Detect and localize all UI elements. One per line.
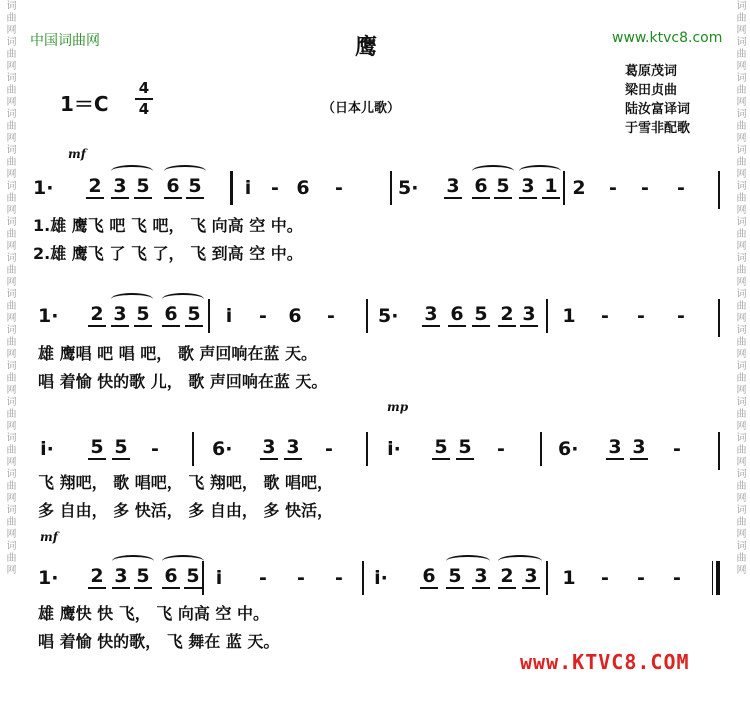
barline <box>366 299 368 333</box>
note: 2 <box>498 303 516 327</box>
note: 3 <box>519 175 537 199</box>
barline <box>546 561 548 595</box>
note: 5 <box>134 175 152 199</box>
note: i <box>225 305 233 327</box>
credit-composer: 梁田贞曲 <box>625 83 678 98</box>
watermark-url: www.KTVC8.COM <box>520 650 690 674</box>
barline <box>540 432 542 466</box>
note: 1· <box>38 567 59 589</box>
note: i <box>244 177 252 199</box>
note: 2 <box>572 177 586 199</box>
note: - <box>677 177 685 199</box>
note: - <box>259 567 267 589</box>
lyrics-verse-1: 1.雄 鹰飞 吧 飞 吧， 飞 向高 空 中。 <box>33 216 303 235</box>
final-barline-thick <box>716 561 720 595</box>
note: 6 <box>162 303 180 327</box>
barline <box>202 561 204 595</box>
note: - <box>151 438 159 460</box>
note: 5 <box>494 175 512 199</box>
note: 5 <box>134 565 152 589</box>
barline <box>192 432 194 466</box>
note: 3 <box>630 436 648 460</box>
note: 3 <box>520 303 538 327</box>
note: 1· <box>38 305 59 327</box>
lyrics-verse-2: 多 自由， 多 快活， 多 自由， 多 快活， <box>38 501 333 520</box>
slur <box>112 555 154 567</box>
song-title: 鹰 <box>355 34 378 60</box>
note: 1· <box>33 177 54 199</box>
barline <box>718 171 720 209</box>
note: 2 <box>88 303 106 327</box>
lyrics-verse-2: 2.雄 鹰飞 了 飞 了， 飞 到高 空 中。 <box>33 244 303 263</box>
note: 1 <box>562 567 576 589</box>
note: 3 <box>260 436 278 460</box>
note: 5 <box>446 565 464 589</box>
barline <box>546 299 548 333</box>
note: - <box>297 567 305 589</box>
note: 5 <box>88 436 106 460</box>
song-subtitle: （日本儿歌） <box>322 101 401 116</box>
barline <box>232 171 233 205</box>
final-barline-thin <box>712 561 713 595</box>
slur <box>164 165 206 177</box>
note: 3 <box>472 565 490 589</box>
note: 5 <box>134 303 152 327</box>
note: 5· <box>398 177 419 199</box>
note: 1 <box>542 175 560 199</box>
note: 2 <box>498 565 516 589</box>
note: - <box>259 305 267 327</box>
note: i <box>215 567 223 589</box>
note: - <box>497 438 505 460</box>
note: 6 <box>448 303 466 327</box>
note: 6 <box>162 565 180 589</box>
barline <box>718 432 720 470</box>
note: 5 <box>185 303 203 327</box>
note: - <box>677 305 685 327</box>
lyrics-verse-1: 飞 翔吧， 歌 唱吧， 飞 翔吧， 歌 唱吧， <box>38 473 333 492</box>
barline <box>563 171 565 205</box>
slur <box>162 293 204 305</box>
side-watermark-left: 词曲网词曲网词曲网词曲网词曲网词曲网词曲网词曲网词曲网词曲网词曲网词曲网词曲网词曲网词曲网词曲网 <box>4 0 15 576</box>
note: 3 <box>284 436 302 460</box>
lyrics-verse-1: 雄 鹰快 快 飞， 飞 向高 空 中。 <box>38 604 269 623</box>
note: - <box>335 177 343 199</box>
note: - <box>673 438 681 460</box>
note: 3 <box>111 303 129 327</box>
note: - <box>641 177 649 199</box>
note: i· <box>387 438 401 460</box>
note: - <box>609 177 617 199</box>
note: - <box>271 177 279 199</box>
note: 6 <box>164 175 182 199</box>
lyrics-verse-2: 唱 着愉 快的歌， 飞 舞在 蓝 天。 <box>38 632 280 651</box>
slur <box>111 293 153 305</box>
slur <box>472 165 514 177</box>
note: 3 <box>606 436 624 460</box>
slur <box>498 555 542 567</box>
note: - <box>327 305 335 327</box>
time-signature <box>135 80 153 118</box>
note: 2 <box>88 565 106 589</box>
note: 2 <box>86 175 104 199</box>
slur <box>111 165 153 177</box>
credits <box>625 62 690 138</box>
note: - <box>601 305 609 327</box>
credit-translator: 陆汝富译词 <box>625 102 691 117</box>
note: i· <box>40 438 54 460</box>
barline <box>366 432 368 466</box>
note: 6· <box>558 438 579 460</box>
barline <box>390 171 392 205</box>
dynamic-mark: mf <box>68 147 86 161</box>
note: 5 <box>456 436 474 460</box>
meter-bottom: 4 <box>138 100 150 118</box>
dynamic-mark: mf <box>40 530 58 544</box>
note: 6 <box>420 565 438 589</box>
note: 6 <box>296 177 310 199</box>
side-watermark-right: 词曲网词曲网词曲网词曲网词曲网词曲网词曲网词曲网词曲网词曲网词曲网词曲网词曲网词曲网词曲网词曲网 <box>734 0 745 576</box>
slur <box>162 555 204 567</box>
note: 3 <box>422 303 440 327</box>
site-url-right: www.ktvc8.com <box>612 30 723 46</box>
note: - <box>673 567 681 589</box>
note: - <box>325 438 333 460</box>
barline <box>208 299 210 333</box>
note: - <box>601 567 609 589</box>
credit-arranger: 于雪非配歌 <box>625 121 691 136</box>
lyrics-verse-1: 雄 鹰唱 吧 唱 吧， 歌 声回响在蓝 天。 <box>38 344 317 363</box>
barline <box>718 299 720 337</box>
key-signature: 1＝C <box>60 92 109 116</box>
note: 5 <box>184 565 202 589</box>
dynamic-mark: mp <box>387 400 409 414</box>
slur <box>446 555 490 567</box>
note: 5 <box>112 436 130 460</box>
note: 5 <box>432 436 450 460</box>
note: 6 <box>472 175 490 199</box>
note: 3 <box>112 565 130 589</box>
note: 5 <box>186 175 204 199</box>
barline <box>362 561 364 595</box>
note: i· <box>374 567 388 589</box>
slur <box>519 165 561 177</box>
note: - <box>335 567 343 589</box>
note: 6· <box>212 438 233 460</box>
note: 1 <box>562 305 576 327</box>
note: 5 <box>472 303 490 327</box>
note: 3 <box>111 175 129 199</box>
note: - <box>637 567 645 589</box>
note: 5· <box>378 305 399 327</box>
note: 3 <box>444 175 462 199</box>
note: 3 <box>522 565 540 589</box>
meter-top: 4 <box>138 79 150 97</box>
note: 6 <box>288 305 302 327</box>
lyrics-verse-2: 唱 着愉 快的歌 儿， 歌 声回响在蓝 天。 <box>38 372 328 391</box>
note: - <box>637 305 645 327</box>
site-name-left: 中国词曲网 <box>30 33 100 49</box>
credit-lyricist: 葛原茂词 <box>625 64 678 79</box>
